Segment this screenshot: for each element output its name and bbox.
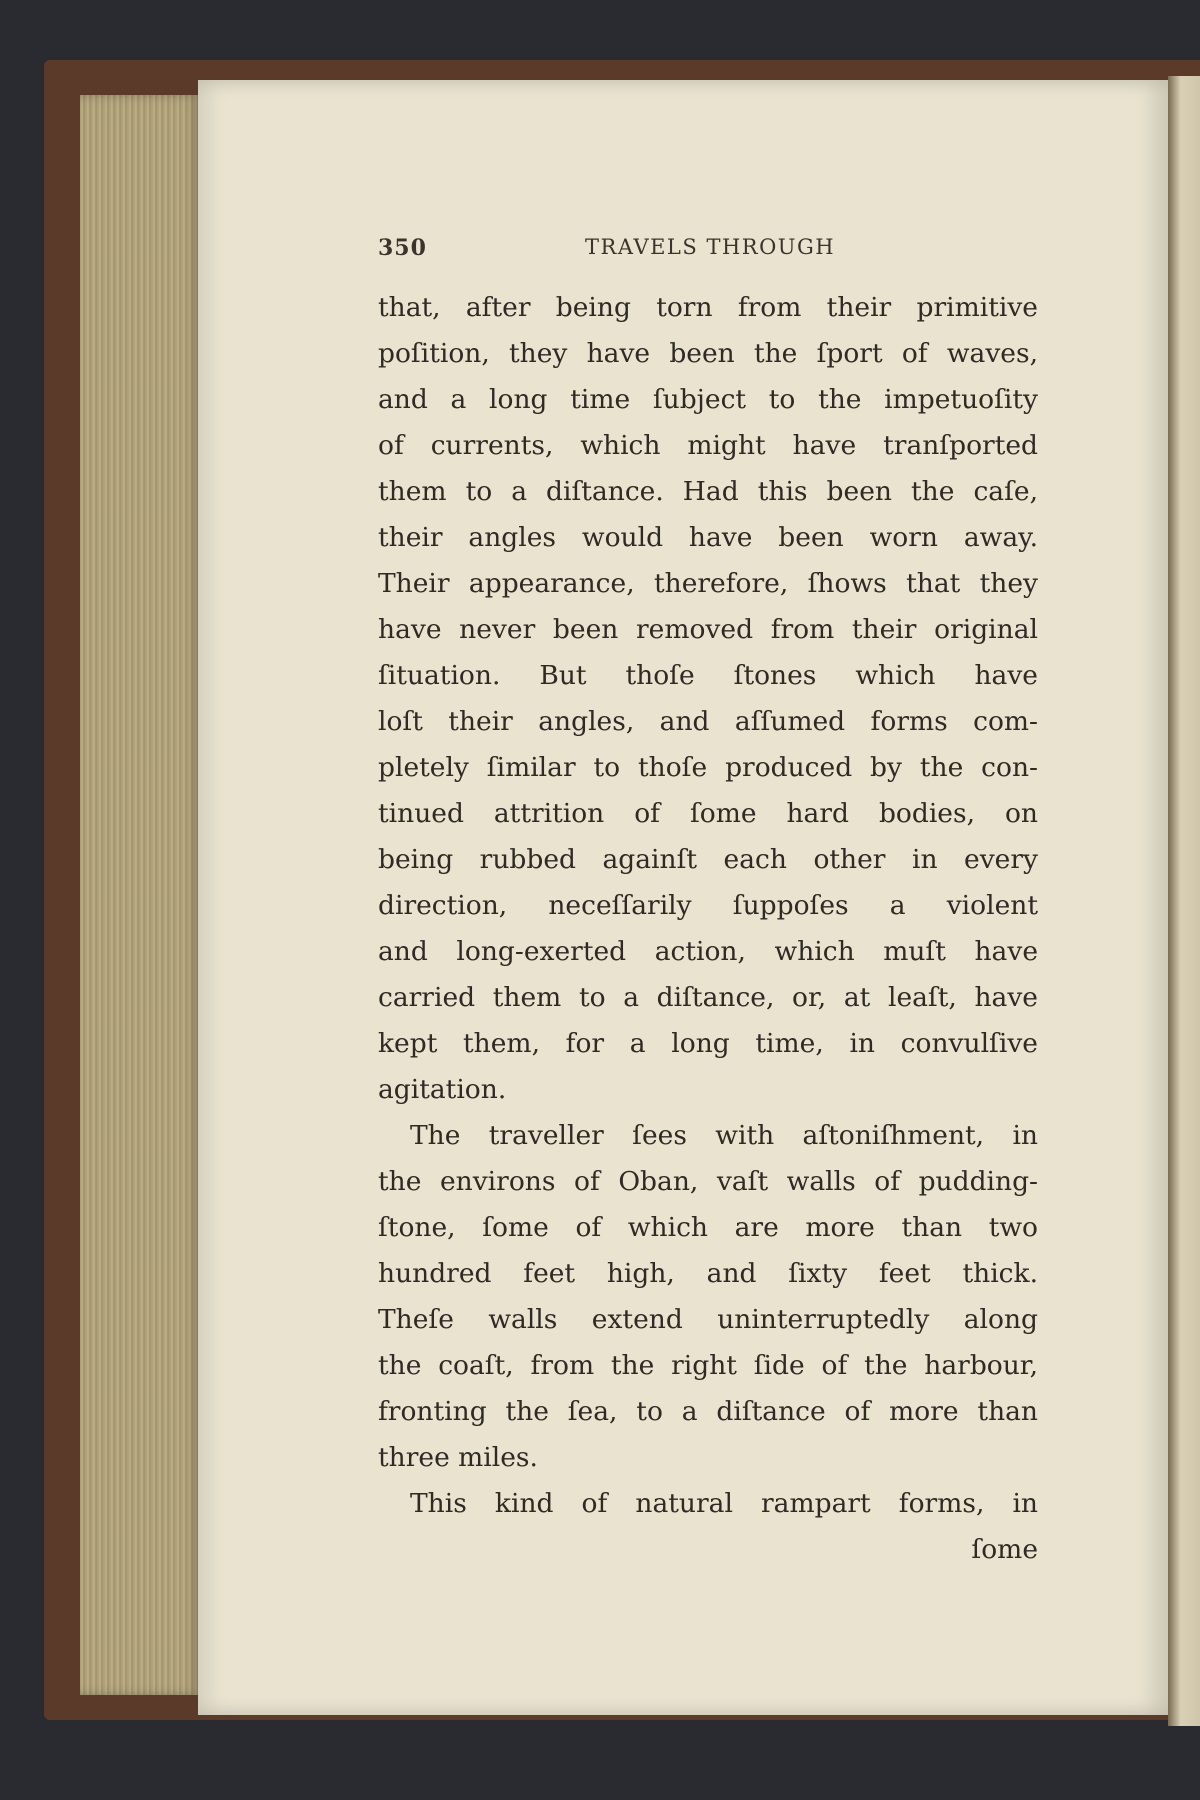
page-edges xyxy=(80,95,200,1695)
text-line: kept them, for a long time, in convulſive xyxy=(378,1028,1038,1059)
text-line: the environs of Oban, vaſt walls of pudding- xyxy=(378,1166,1038,1197)
text-line: the coaſt, from the right ſide of the harbour, xyxy=(378,1350,1038,1381)
text-line: poſition, they have been the ſport of waves, xyxy=(378,338,1038,369)
text-line: and a long time ſubject to the impetuoſity xyxy=(378,384,1038,415)
text-line: carried them to a diſtance, or, at leaſt, have xyxy=(378,982,1038,1013)
text-line: loſt their angles, and aſſumed forms com- xyxy=(378,706,1038,737)
text-line: agitation. xyxy=(378,1074,507,1105)
running-head xyxy=(198,235,1168,271)
text-line: Theſe walls extend uninterruptedly along xyxy=(378,1304,1038,1335)
text-line: of currents, which might have tranſported xyxy=(378,430,1038,461)
text-line: direction, neceſſarily ſuppoſes a violent xyxy=(378,890,1038,921)
book-page xyxy=(198,80,1168,1715)
body-text xyxy=(378,285,1038,1573)
text-line: fronting the ſea, to a diſtance of more than xyxy=(378,1396,1038,1427)
page-number: 350 xyxy=(378,235,427,261)
text-line: three miles. xyxy=(378,1442,538,1473)
text-line: The traveller ſees with aſtoniſhment, in xyxy=(410,1120,1038,1151)
catchword: ſome xyxy=(971,1534,1038,1565)
text-line: have never been removed from their original xyxy=(378,614,1038,645)
running-title: TRAVELS THROUGH xyxy=(585,235,836,259)
text-line: their angles would have been worn away. xyxy=(378,522,1038,553)
text-line: ſtone, ſome of which are more than two xyxy=(378,1212,1038,1243)
text-line: This kind of natural rampart forms, in xyxy=(410,1488,1038,1519)
text-line: pletely ſimilar to thoſe produced by the con- xyxy=(378,752,1038,783)
text-line: being rubbed againſt each other in every xyxy=(378,844,1038,875)
text-line: tinued attrition of ſome hard bodies, on xyxy=(378,798,1038,829)
text-line: Their appearance, therefore, ſhows that they xyxy=(378,568,1038,599)
text-line: and long-exerted action, which muſt have xyxy=(378,936,1038,967)
text-line: hundred feet high, and ſixty feet thick. xyxy=(378,1258,1038,1289)
text-line: that, after being torn from their primitive xyxy=(378,292,1038,323)
facing-page-edge xyxy=(1168,76,1200,1726)
text-line: them to a diſtance. Had this been the caſe, xyxy=(378,476,1038,507)
text-line: ſituation. But thoſe ſtones which have xyxy=(378,660,1038,691)
